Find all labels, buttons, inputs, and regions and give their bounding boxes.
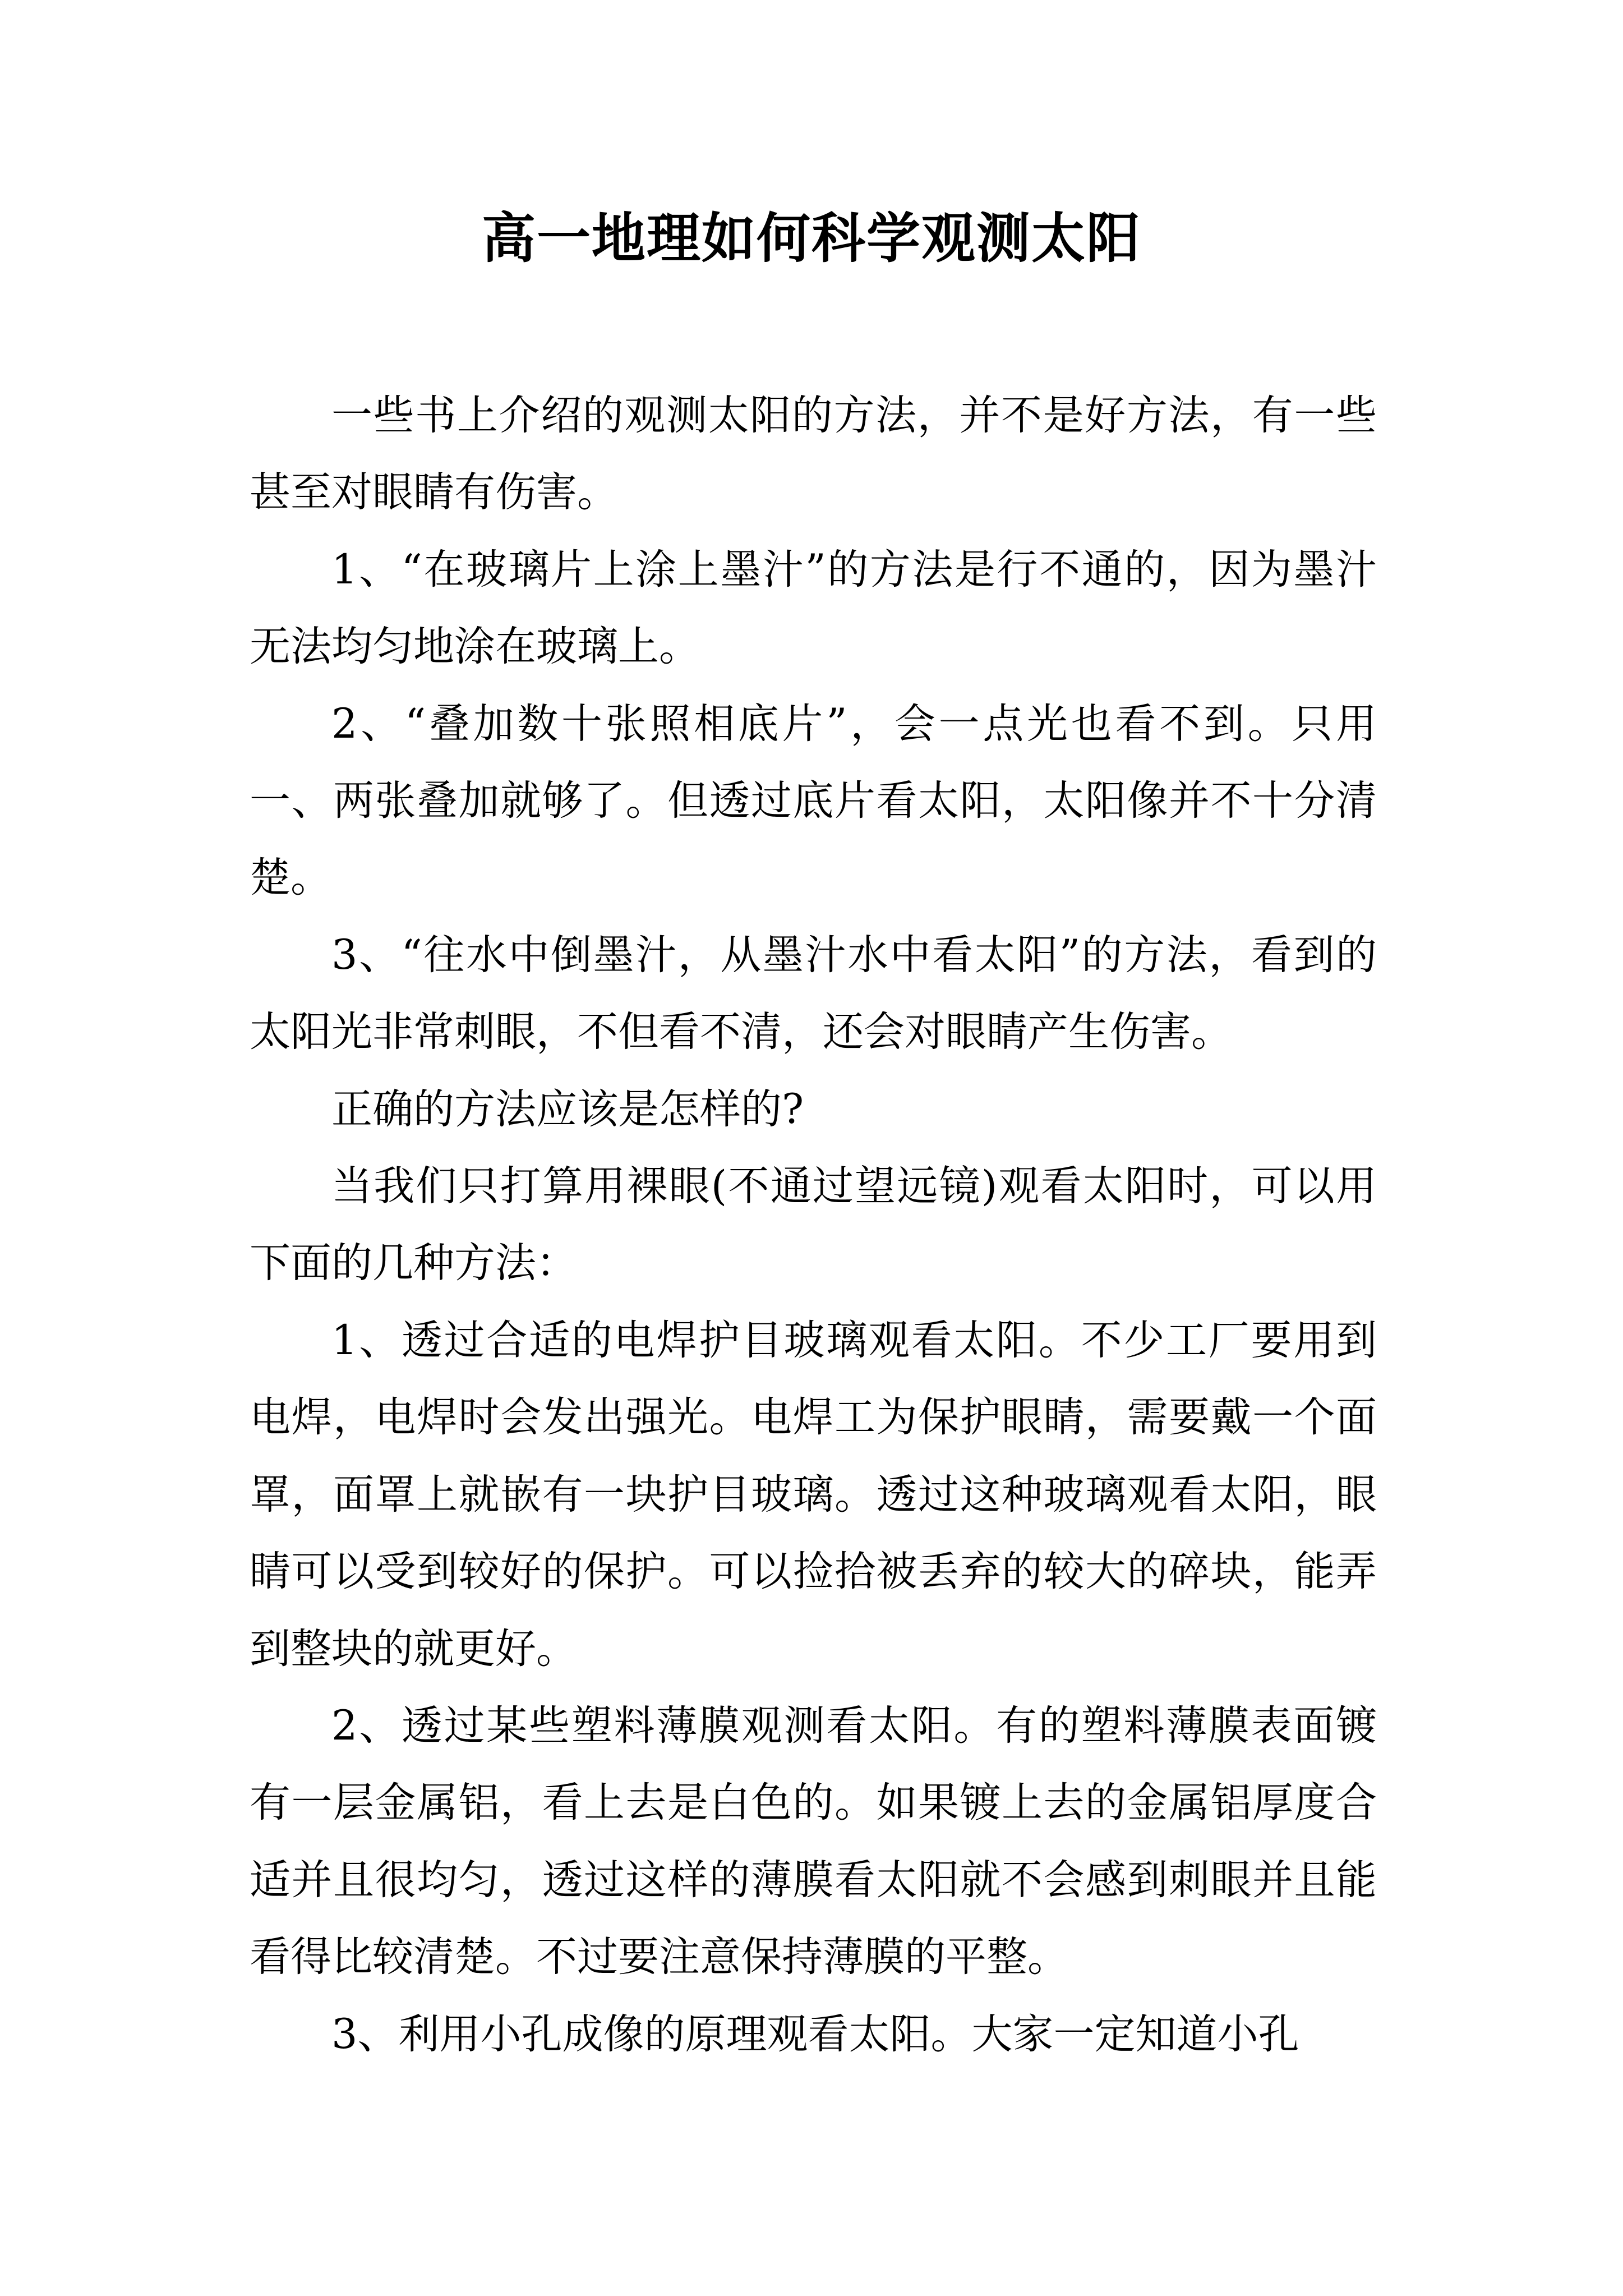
paragraph: 正确的方法应该是怎样的? [331,1085,804,1133]
paragraph: 1、透过合适的电焊护目玻璃观看太阳。不少工厂要用到电焊，电焊时会发出强光。电焊工为保护眼睛，需要戴一个面罩，面罩上就嵌有一块护目玻璃。透过这种玻璃观看太阳，眼睛可以受到较好的保护。可以捡拾被丢弃的较大的碎块，能弄到整块的就更好。 [250,1316,1377,1673]
paragraph: 1、“在玻璃片上涂上墨汁”的方法是行不通的，因为墨汁无法均匀地涂在玻璃上。 [250,545,1377,671]
paragraph: 3、利用小孔成像的原理观看太阳。大家一定知道小孔 [331,2010,1299,2058]
document-title: 高一地理如何科学观测太阳 [482,207,1141,270]
paragraph: 2、透过某些塑料薄膜观测看太阳。有的塑料薄膜表面镀有一层金属铝，看上去是白色的。如果镀上去的金属铝厚度合适并且很均匀，透过这样的薄膜看太阳就不会感到刺眼并且能看得比较清楚。不过要注意保持薄膜的平整。 [250,1701,1377,1981]
paragraph: 3、“往水中倒墨汁，从墨汁水中看太阳”的方法，看到的太阳光非常刺眼，不但看不清，还会对眼睛产生伤害。 [250,931,1377,1056]
paragraph: 当我们只打算用裸眼(不通过望远镜)观看太阳时，可以用下面的几种方法： [250,1162,1377,1287]
document-body [250,377,1377,2073]
paragraph: 2、“叠加数十张照相底片”，会一点光也看不到。只用一、两张叠加就够了。但透过底片看太阳，太阳像并不十分清楚。 [250,700,1377,902]
paragraph: 一些书上介绍的观测太阳的方法，并不是好方法，有一些甚至对眼睛有伤害。 [250,392,1377,517]
